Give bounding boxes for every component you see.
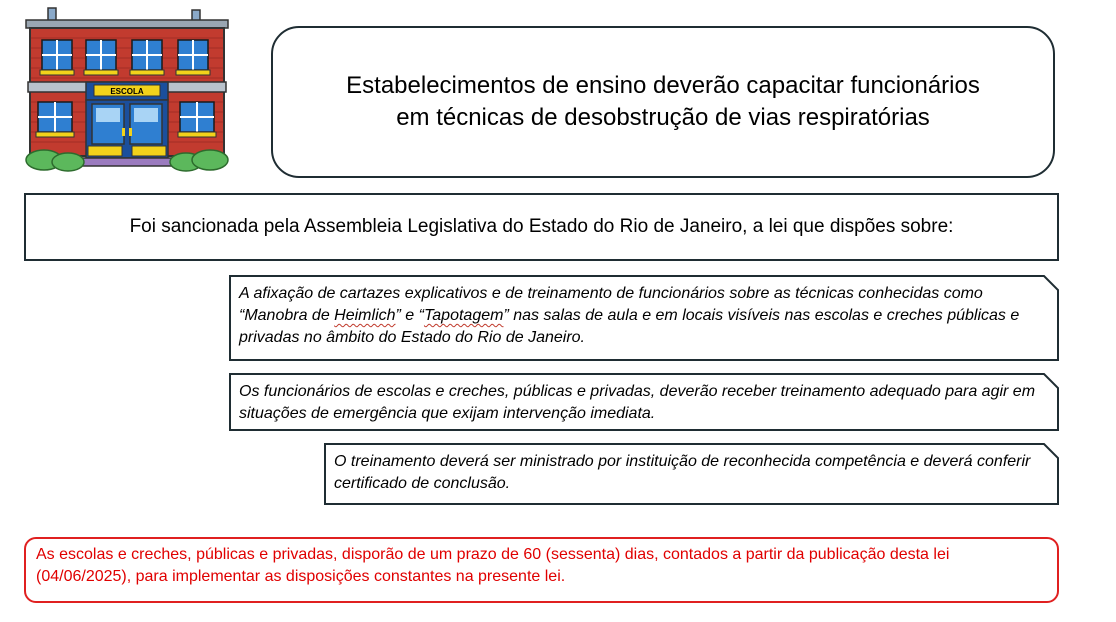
school-building-illustration [24, 4, 230, 176]
provision-box-3 [324, 443, 1059, 505]
tapotagem-term: Tapotagem [423, 307, 504, 324]
provision-text-1: A afixação de cartazes explicativos e de treinamento de funcionários sobre as técnicas conhecidas como “Manobra de Heimlich” e “Tapotagem” nas salas de aula e em locais visíveis nas escolas e creches públicas e privadas no âmbito do Estado do Rio de Janeiro. [239, 285, 1020, 346]
school-sign: ESCOLA [110, 87, 144, 96]
deadline-notice [24, 537, 1059, 603]
headline: Estabelecimentos de ensino deverão capacitar funcionários em técnicas de desobstrução de vias respiratórias [346, 71, 980, 131]
provision-box-1 [229, 275, 1059, 361]
intro-box [24, 193, 1059, 261]
provision-box-2 [229, 373, 1059, 431]
school-building-icon [24, 4, 230, 176]
intro-text: Foi sancionada pela Assembleia Legislativa do Estado do Rio de Janeiro, a lei que dispões sobre: [129, 216, 954, 237]
provision-text-2: Os funcionários de escolas e creches, públicas e privadas, deverão receber treinamento adequado para agir em situações de emergência que exijam intervenção imediata. [239, 383, 1036, 422]
deadline-text: As escolas e creches, públicas e privadas, disporão de um prazo de 60 (sessenta) dias, contados a partir da publicação desta lei (04/06/2025), para implementar as disposições constantes na presente lei. [36, 546, 950, 585]
provision-text-3: O treinamento deverá ser ministrado por instituição de reconhecida competência e deverá conferir certificado de conclusão. [334, 453, 1031, 492]
heimlich-term: Heimlich [334, 307, 396, 324]
headline-box [271, 26, 1055, 178]
